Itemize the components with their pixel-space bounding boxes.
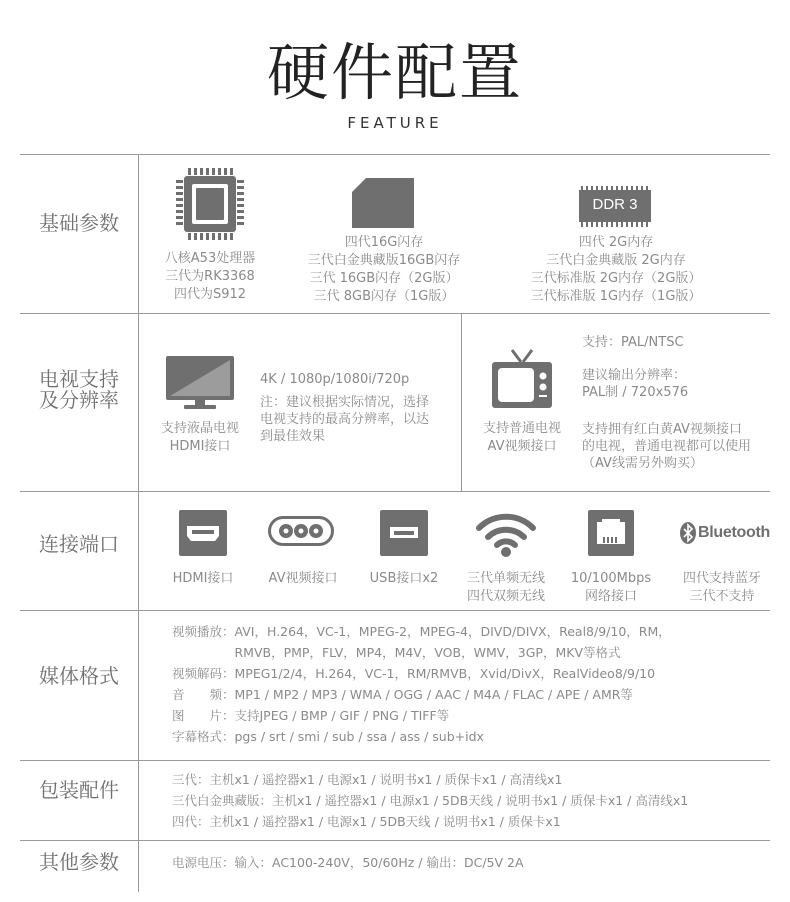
storage-line: 三代 16GB闪存（2G版） (309, 271, 459, 286)
divider-top (20, 154, 770, 155)
row-label-ports: 连接端口 (39, 532, 119, 556)
bluetooth-icon (680, 522, 696, 544)
ddr-chip-label: DDR 3 (592, 196, 638, 213)
media-line: 图 片：支持JPEG / BMP / GIF / PNG / TIFF等 (172, 708, 450, 723)
divider (20, 760, 770, 761)
ram-line: 三代标准版 1G内存（1G版） (530, 289, 702, 304)
av-note (582, 421, 751, 472)
port-caption-line: 10/100Mbps (570, 571, 652, 586)
ram-line: 三代白金典藏版 2G内存 (546, 253, 686, 268)
hdmi-resolution: 4K / 1080p/1080i/720p (260, 372, 410, 387)
row-label-other: 其他参数 (39, 850, 119, 874)
storage-line: 四代16G闪存 (344, 235, 424, 250)
wifi-icon (476, 508, 536, 558)
media-line: 字幕格式：pgs / srt / smi / sub / ssa / ass / sub+idx (172, 729, 484, 744)
divider (20, 313, 770, 314)
hdmi-port-icon (179, 510, 227, 556)
av-ports-icon (268, 516, 334, 546)
port-caption-line: AV视频接口 (268, 571, 338, 586)
av-note-line: 支持拥有红白黄AV视频接口 (582, 422, 742, 437)
column-divider (138, 154, 139, 892)
media-formats (172, 621, 671, 747)
package-contents (172, 769, 688, 832)
bluetooth-logo-text: Bluetooth (698, 524, 770, 541)
av-suggest-line: 建议输出分辨率： (582, 368, 687, 383)
ram-line: 三代标准版 2G内存（2G版） (530, 271, 702, 286)
hdmi-tv-caption-line: HDMI接口 (169, 439, 231, 454)
av-note-line: 的电视，普通电视都可以使用 (582, 439, 752, 454)
page-title: 硬件配置 (266, 36, 523, 109)
hdmi-note-line: 注：建议根据实际情况，选择 (260, 395, 430, 410)
ddr-chip-icon (579, 186, 653, 228)
cpu-line: 三代为RK3368 (165, 269, 255, 284)
cpu-chip-icon (176, 166, 244, 242)
column-divider (461, 313, 462, 491)
page-subtitle: FEATURE (347, 114, 443, 132)
media-line: RMVB，PMP，FLV，MP4，M4V，VOB，WMV，3GP，MKV等格式 (172, 645, 621, 660)
package-line: 三代白金典藏版：主机x1 / 遥控器x1 / 电源x1 / 5DB天线 / 说明书x1 / 质保卡x1 / 高清线x1 (172, 793, 689, 808)
port-caption-wifi (458, 570, 554, 606)
package-line: 三代：主机x1 / 遥控器x1 / 电源x1 / 说明书x1 / 质保卡x1 / 高清线x1 (172, 772, 563, 787)
package-line: 四代：主机x1 / 遥控器x1 / 电源x1 / 5DB天线 / 说明书x1 / 质保卡x1 (172, 814, 561, 829)
ram-caption (516, 234, 716, 306)
av-support: 支持：PAL/NTSC (582, 335, 684, 350)
row-label-package: 包装配件 (39, 778, 119, 802)
hdmi-tv-caption (150, 420, 250, 456)
port-caption-av (256, 570, 350, 588)
av-tv-caption-line: AV视频接口 (487, 439, 557, 454)
av-note-line: （AV线需另外购买） (582, 456, 703, 471)
usb-port-icon (380, 510, 428, 556)
sd-card-icon (352, 178, 414, 228)
port-caption-line: USB接口x2 (369, 571, 439, 586)
lcd-monitor-icon (166, 356, 234, 410)
row-label-tv-line: 及分辨率 (39, 388, 119, 412)
port-caption-line: 三代不支持 (689, 589, 755, 604)
bluetooth-logo (680, 522, 770, 544)
row-label-tv (20, 369, 138, 411)
storage-line: 三代 8GB闪存（1G版） (313, 289, 455, 304)
ethernet-port-icon (588, 510, 634, 556)
port-caption-ethernet (562, 570, 660, 606)
port-caption-line: 四代支持蓝牙 (682, 571, 761, 586)
storage-line: 三代白金典藏版16GB闪存 (307, 253, 461, 268)
divider (20, 610, 770, 611)
hdmi-note (260, 394, 429, 445)
av-suggest (582, 367, 688, 401)
crt-tv-icon (490, 348, 554, 410)
cpu-line: 四代为S912 (173, 287, 247, 302)
row-label-basic: 基础参数 (39, 211, 119, 235)
cpu-line: 八核A53处理器 (164, 251, 256, 266)
ram-line: 四代 2G内存 (578, 235, 654, 250)
storage-caption (292, 234, 476, 306)
port-caption-line: HDMI接口 (172, 571, 234, 586)
av-tv-caption (472, 420, 572, 456)
hdmi-tv-caption-line: 支持液晶电视 (160, 421, 239, 436)
port-caption-line: 网络接口 (584, 589, 637, 604)
power-spec: 电源电压：输入：AC100-240V，50/60Hz / 输出：DC/5V 2A (172, 855, 524, 870)
row-label-tv-line: 电视支持 (39, 367, 119, 391)
divider (20, 840, 770, 841)
port-caption-line: 四代双频无线 (466, 589, 545, 604)
port-caption-usb (358, 570, 450, 588)
cpu-caption (150, 250, 270, 304)
hdmi-note-line: 到最佳效果 (260, 429, 326, 444)
media-line: 视频解码：MPEG1/2/4，H.264，VC-1，RM/RMVB，Xvid/DivX，RealVideo8/9/10 (172, 666, 656, 681)
av-tv-caption-line: 支持普通电视 (482, 421, 561, 436)
media-line: 视频播放：AVI，H.264，VC-1，MPEG-2，MPEG-4，DIVD/DIVX，Real8/9/10，RM， (172, 624, 671, 639)
port-caption-hdmi (160, 570, 246, 588)
row-label-media: 媒体格式 (39, 664, 119, 688)
divider (20, 491, 770, 492)
port-caption-bluetooth (674, 570, 770, 606)
hdmi-note-line: 电视支持的最高分辨率，以达 (260, 412, 430, 427)
media-line: 音 频：MP1 / MP2 / MP3 / WMA / OGG / AAC / M4A / FLAC / APE / AMR等 (172, 687, 633, 702)
port-caption-line: 三代单频无线 (466, 571, 545, 586)
av-suggest-line: PAL制 / 720x576 (582, 385, 689, 400)
